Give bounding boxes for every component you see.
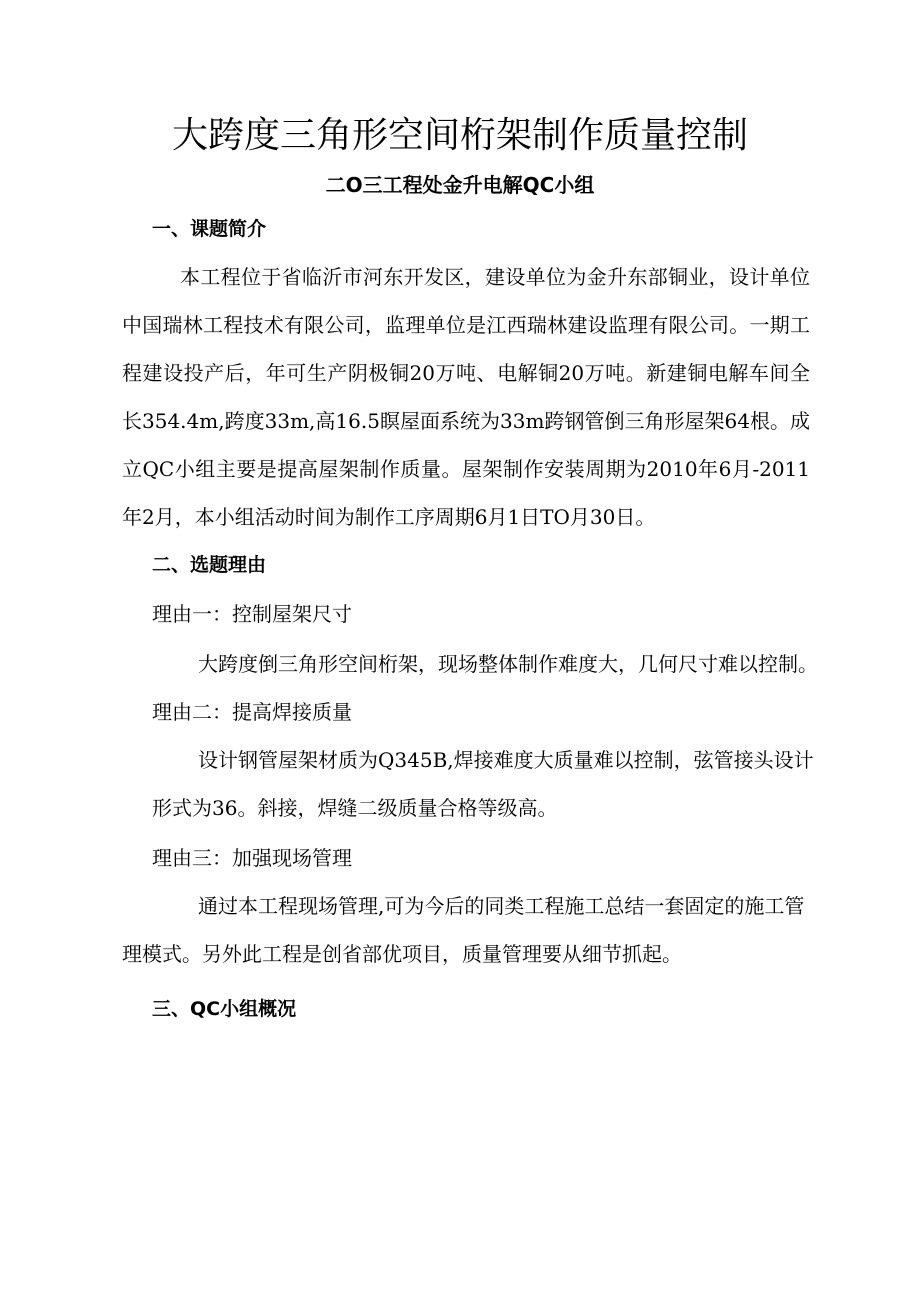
document-title: 大跨度三角形空间桁架制作质量控制 xyxy=(171,115,748,156)
section-heading-intro: 一、课题简介 xyxy=(152,218,267,240)
document-subtitle: 二O三工程处金升电解QC小组 xyxy=(325,173,595,197)
reason-1-body: 大跨度倒三角形空间桁架，现场整体制作难度大，几何尺寸难以控制。 xyxy=(198,652,818,676)
reason-2-title: 理由二：提高焊接质量 xyxy=(152,700,352,724)
reason-1-title: 理由一：控制屋架尺寸 xyxy=(152,602,352,626)
intro-paragraph: 本工程位于省临沂市河东开发区，建设单位为金升东部铜业，设计单位中国瑞林工程技术有限公司，监理单位是江西瑞林建设监理有限公司。一期工程建设投产后，年可生产阴极铜20万吨、电解铜20万吨。新建铜电解车间全长354.4m,跨度33m,高16.5瞑屋面系统为33m跨钢管倒三角形屋架64根。成立QC小组主要是提高屋架制作质量。屋架制作安装周期为2010年6月-2011年2月，本小组活动时间为制作工序周期6月1日TO月30日。 xyxy=(122,265,810,529)
reason-3-title: 理由三：加强现场管理 xyxy=(152,846,352,870)
section-heading-reasons: 二、选题理由 xyxy=(152,554,267,576)
reason-3-body: 通过本工程现场管理,可为今后的同类工程施工总结一套固定的施工管理模式。另外此工程是创省部优项目，质量管理要从细节抓起。 xyxy=(122,894,805,966)
section-heading-qc-overview: 三、QC小组概况 xyxy=(152,998,297,1020)
reason-2-body: 设计钢管屋架材质为Q345B,焊接难度大质量难以控制，弦管接头设计形式为36。斜接，焊缝二级质量合格等级高。 xyxy=(152,748,814,820)
